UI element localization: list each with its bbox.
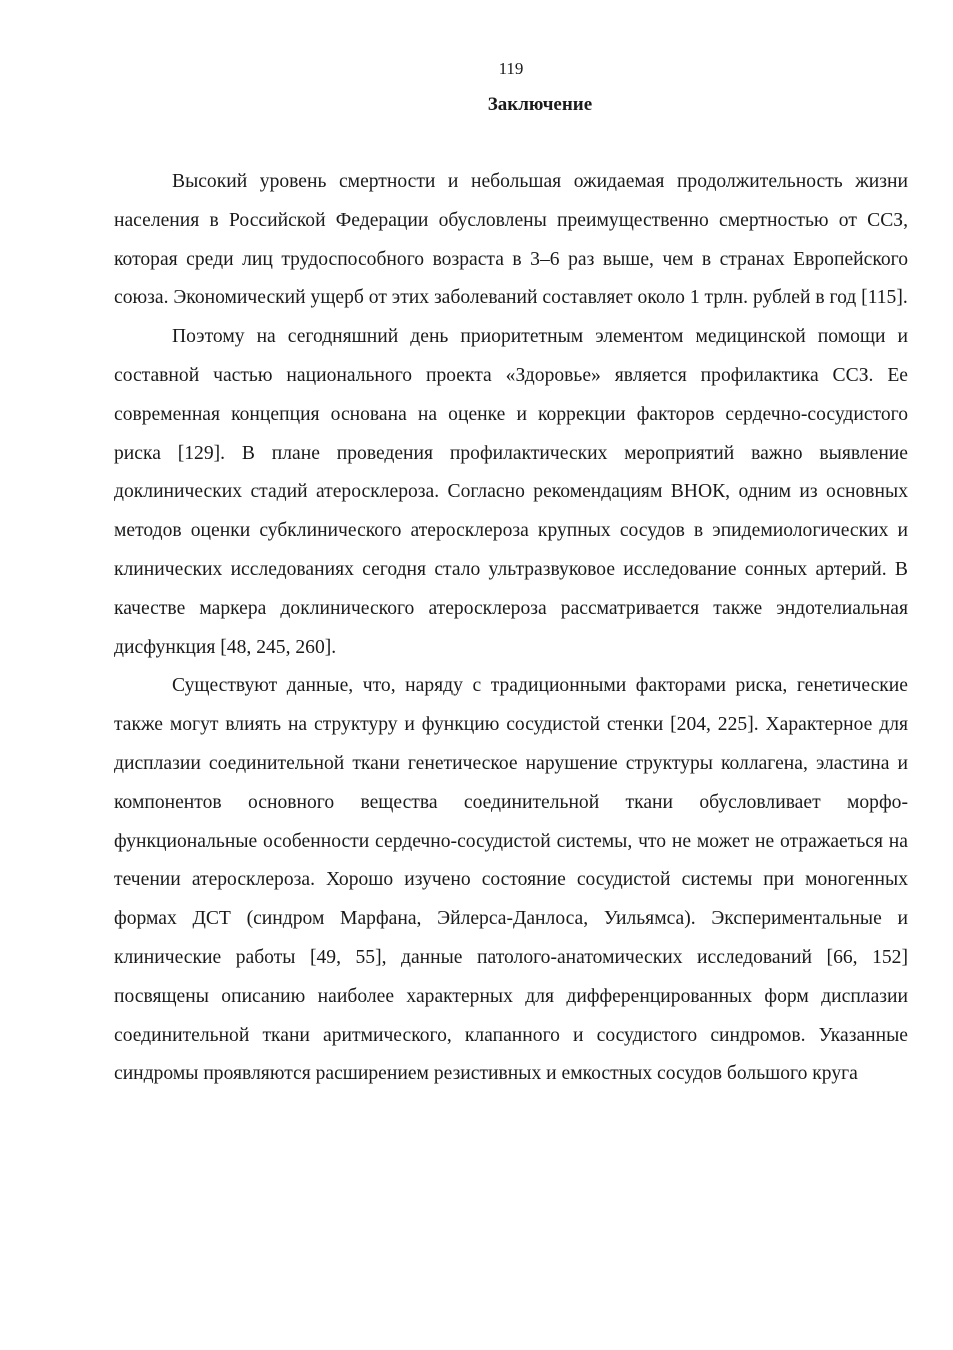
paragraph-mortality: Высокий уровень смертности и небольшая ожидаемая продолжительность жизни населения в Российской Федерации обусловлены преимущественно смертностью от ССЗ, которая среди лиц трудоспособного возраста в 3–6 раз выше, чем в странах Европейского союза. Экономический ущерб от этих заболеваний составляет около 1 трлн. рублей в год [115]. <box>114 171 908 309</box>
paragraph-prevention: Поэтому на сегодняшний день приоритетным элементом медицинской помощи и составной частью национального проекта «Здоровье» является профилактика ССЗ. Ее современная концепция основана на оценке и коррекции факторов сердечно-сосудистого риска [129]. В плане проведения профилактических мероприятий важно выявление доклинических стадий атеросклероза. Согласно рекомендациям ВНОК, одним из основных методов оценки субклинического атеросклероза крупных сосудов в эпидемиологических и клинических исследованиях сегодня стало ультразвуковое исследование сонных артерий. В качестве маркера доклинического атеросклероза рассматривается также эндотелиальная дисфункция [48, 245, 260]. <box>114 326 908 658</box>
section-title: Заключение <box>487 94 593 115</box>
body-text <box>114 163 908 1094</box>
paragraph-genetics: Существуют данные, что, наряду с традиционными факторами риска, генетические также могут влиять на структуру и функцию сосудистой стенки [204, 225]. Характерное для дисплазии соединительной ткани генетическое нарушение структуры коллагена, эластина и компонентов основного вещества соединительной ткани обусловливает морфо-функциональные особенности сердечно-сосудистой системы, что не может не отражаеться на течении атеросклероза. Хорошо изучено состояние сосудистой системы при моногенных формах ДСТ (синдром Марфана, Эйлерса-Данлоса, Уильямса). Экспериментальные и клинические работы [49, 55], данные патолого-анатомических исследований [66, 152] посвящены описанию наиболее характерных для дифференцированных форм дисплазии соединительной ткани аритмического, клапанного и сосудистого синдромов. Указанные синдромы проявляются расширением резистивных и емкостных сосудов большого круга <box>114 675 908 1085</box>
page-number: 119 <box>498 59 524 78</box>
